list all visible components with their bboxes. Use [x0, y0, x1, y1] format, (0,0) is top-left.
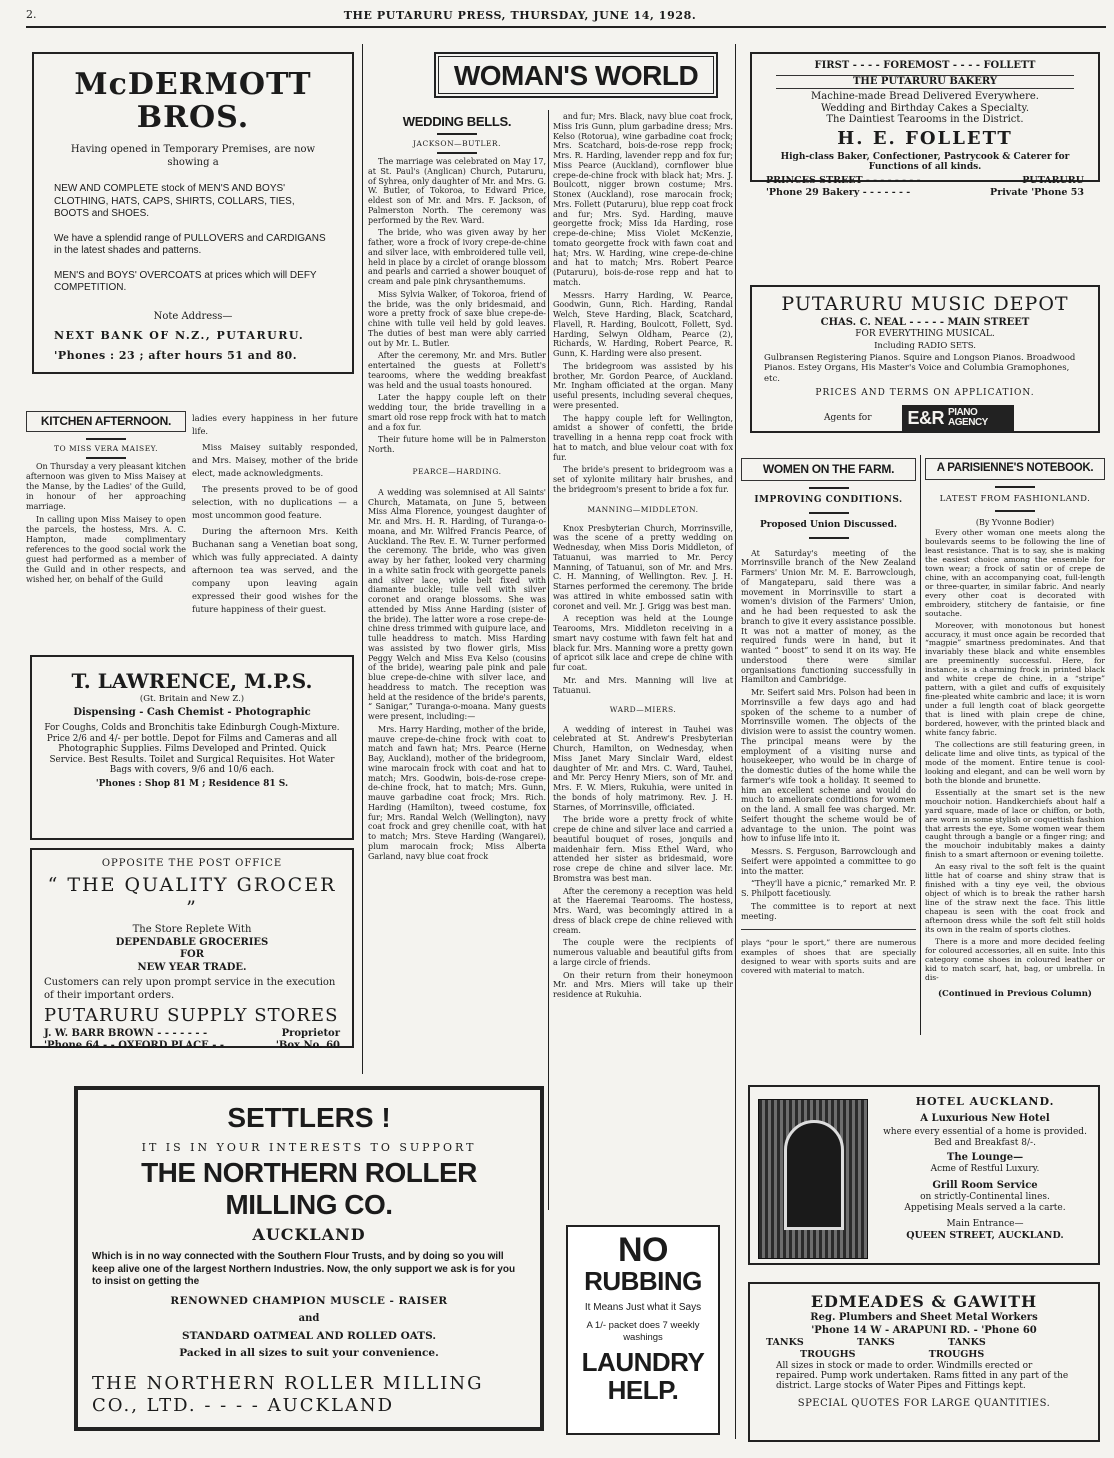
lawrence-phones: 'Phones : Shop 81 M ; Residence 81 S.	[95, 778, 289, 789]
music-agents-row	[764, 405, 1086, 432]
column-rule	[920, 455, 921, 1035]
mcdermott-note: Note Address—	[153, 310, 233, 322]
settlers-co2: MILLING CO.	[225, 1188, 393, 1220]
kitchen-sub: TO MISS VERA MAISEY.	[53, 444, 159, 453]
paragraph: A wedding was solemnised at All Saints' Church, Matamata, on June 5, between Miss Alma Florence, youngest daughter of Mr. and Mrs. H. R. Harding, of Turanga-o-moana, and Mr. Wilfred Francis Pearce, of Auckland. The Rev. E. W. Turner performed the ceremony. The bride, who was given away by her father, looked very charming in a white satin frock with georgette panels and silver lace, wide belt fixed with diamante buckle; tulle veil with silver coronet and orange blossoms. She was attended by Miss Anne Harding (sister of the bride). The latter wore a rose crepe-de-chine dress trimmed with guipure lace, and tulle headdress to match. Miss Harding was assisted by two flower girls, Miss Peggy Welch and Miss Eva Kelso (cousins of the bride), wearing pale pink and pale blue crepe-de-chine with silver lace, and headdress to match. The reception was held at the residence of the bride's parents, “ Sanigar,” Turanga-o-moana. Many guests were present, including:—	[368, 487, 546, 722]
hotel-l2: Acme of Restful Luxury.	[930, 1164, 1040, 1175]
kitchen-p6: During the afternoon Mrs. Keith Buchanan sang a Venetian boat song, which was fully appreciated. A dainty afternoon tea was served, and the company upon leaving again expressed their good wishes for the future happiness of their guest.	[192, 526, 358, 615]
wedding-sub1: JACKSON—BUTLER.	[413, 138, 501, 148]
edmeades-name: EDMEADES & GAWITH	[810, 1292, 1038, 1311]
wedding-c3	[553, 112, 733, 495]
hotel-name: HOTEL AUCKLAND.	[915, 1095, 1055, 1108]
settlers-footer1: THE NORTHERN ROLLER MILLING	[92, 1372, 484, 1394]
paragraph: At Saturday's meeting of the Morrinsville branch of the New Zealand Farmers' Union Mr. M. E. Barrowclough, of Mangateparu, said there was a movement in Morrinsville to start a women's division of the Farmers' Union, and he had been requested to ask the branch to give it every assistance possible. It was not a matter of money, as the required funds were in hand, but it wanted “ boost” to send it on its way. He understood there were similar organisations functioning successfully in Hamilton and Cambridge.	[741, 548, 916, 685]
bakery-owner: H. E. FOLLETT	[837, 127, 1013, 149]
paragraph: A wedding of interest in Tauhei was celebrated at St. Andrew's Presbyterian Church, Hamilton, on Wednesday, when Miss Janet Mary Sinclair Ward, eldest daughter of Mr. and Mrs. C. Ward, Tauhei, and Mr. Percy Henry Miers, son of Mr. and Mrs. F. W. Miers, Rukuhia, were united in the bonds of holy matrimony. Rev. J. H. Starnes, of Morrinsville, officiated.	[553, 724, 733, 812]
paragraph: The committee is to report at next meeting.	[741, 901, 916, 921]
mcdermott-ad	[32, 52, 354, 374]
paragraph: After the ceremony, Mr. and Mrs. Butler entertained the guests at Follett's tearooms, where the wedding breakfast was held and the usual toasts honoured.	[368, 351, 546, 390]
paragraph: The collections are still featuring green, in delicate lime and olive tints, as typical of the mode of the moment. Entire tenue is cool-looking and elegant, and can be well worn by both the blonde and brunette.	[925, 739, 1105, 785]
paragraph: Later the happy couple left on their wedding tour, the bride travelling in a smart old rose repp frock with hat to match and a fox fur.	[368, 393, 546, 432]
music-title: PUTARURU MUSIC DEPOT	[781, 293, 1069, 315]
edmeades-special: SPECIAL QUOTES FOR LARGE QUANTITIES.	[797, 1397, 1051, 1409]
bakery-name: THE PUTARURU BAKERY	[776, 75, 1074, 90]
settlers-body: Which is in no way connected with the Southern Flour Trusts, and by doing so you will keep alive one of the largest Northern Industries. Now, the only support we ask is for you to insist on getting the	[92, 1251, 516, 1288]
laundry-packet: A 1/- packet does 7 weekly washings	[586, 1320, 700, 1343]
separator	[809, 537, 849, 539]
bakery-first: FIRST - - - - FOREMOST - - - - FOLLETT	[814, 60, 1036, 71]
grocer-phone-row	[44, 1040, 340, 1053]
mcdermott-overcoats: MEN'S and BOYS' OVERCOATS at prices which will DEFY COMPETITION.	[54, 269, 317, 293]
paragraph: Messrs. S. Ferguson, Barrowclough and Seifert were appointed a committee to go into the matter.	[741, 847, 916, 876]
paragraph: The bride wore a pretty frock of white crepe de chine and silver lace and carried a beautiful bouquet of roses, jonquils and maidenhair fern. Miss Ethel Ward, who attended her sister as bridesmaid, wore rose crepe de chine and silver lace. Mr. Bromstra was best man.	[553, 815, 733, 883]
paragraph: Mr. and Mrs. Manning will live at Tatuanui.	[553, 675, 733, 695]
wedding-c3b	[553, 524, 733, 696]
separator	[86, 457, 126, 459]
bakery-l2: Wedding and Birthday Cakes a Specialty.	[820, 102, 1030, 114]
settlers-title: SETTLERS !	[227, 1102, 391, 1133]
separator	[809, 512, 849, 514]
laundry-help: HELP.	[607, 1375, 679, 1406]
divider	[741, 929, 916, 930]
bakery-street-row	[766, 175, 1084, 187]
hotel-addr: QUEEN STREET, AUCKLAND.	[906, 1229, 1064, 1241]
lawrence-ad	[30, 655, 354, 840]
grocer-ad	[30, 848, 354, 1051]
hotel-archway	[784, 1120, 844, 1230]
laundry-ad	[566, 1225, 720, 1435]
farm-sub2: Proposed Union Discussed.	[759, 519, 898, 530]
mcdermott-address: NEXT BANK OF N.Z., PUTARURU.	[54, 329, 305, 342]
paragraph: Mr. Seifert said Mrs. Polson had been in Morrinsville a few days ago and had spoken of the scheme to a number of Morrinsville women. The objects of the division were to assist the country women. The principal means were by the employment of a visiting nurse and housekeeper, who would be in charge of the domestic duties of the home while the farmer's wife took a holiday. It seemed to him an excellent scheme and would do much to ameliorate conditions for women on the land. A small fee was charged. Mr. Seifert thought the scheme would be of advantage to the union. The point was how to infuse life into it.	[741, 688, 916, 844]
paragraph: Every other woman one meets along the boulevards seems to be following the line of least resistance. That is to say, she is making the easiest choice among the ensemble for town wear; a frock of satin or of crepe de chine, with an accompanying coat, full-length or three-quarter, in similar fabric. And nearly every other coat is decorated with embroidery, stitchery de fantaisie, or fine soutache.	[925, 528, 1105, 618]
paragraph: The happy couple left for Wellington, amidst a shower of confetti, the bride travelling in a henna repp coat frock with hat to match, and blue velour coat with fox fur.	[553, 413, 733, 462]
lawrence-body: For Coughs, Colds and Bronchitis take Edinburgh Cough-Mixture. Price 2/6 and 4/- per bottle. Depot for Films and Cameras and all Photographic Supplies. Films Developed and Printed. Quick Service. Best Results. Toilet and Surgical Requisites. Hot Water Bags with covers, 9/6 and 10/6 each.	[44, 723, 340, 776]
settlers-packed: Packed in all sizes to suit your convenience.	[179, 1347, 439, 1360]
bakery-street: PRINCES STREET - - - - - - - -	[766, 174, 921, 186]
music-owner: CHAS. C. NEAL - - - - - MAIN STREET	[820, 316, 1030, 328]
parisienne-sub: LATEST FROM FASHIONLAND.	[939, 493, 1091, 504]
hotel-tag: A Luxurious New Hotel	[920, 1112, 1050, 1124]
separator	[437, 152, 477, 154]
grocer-box: 'Box No. 60	[275, 1040, 340, 1051]
wedding-c1	[368, 157, 546, 455]
edmeades-phone: 'Phone 14 W - ARAPUNI RD. - 'Phone 60	[811, 1324, 1037, 1336]
column-rule	[362, 44, 363, 1074]
kitchen-article-cont	[192, 412, 358, 622]
grocer-l3: FOR	[179, 949, 205, 960]
paragraph: After the ceremony a reception was held at the Haeremai Tearooms. The hostess, Mrs. Ward, was becomingly attired in a dress of black crepe de chine relieved with cream.	[553, 886, 733, 935]
parisienne-article	[925, 458, 1105, 1043]
hotel-l3: on strictly-Continental lines.	[920, 1192, 1050, 1203]
lawrence-line: Dispensing - Cash Chemist - Photographic	[73, 706, 311, 718]
edmeades-tanks: TANKS TANKS TANKS	[766, 1337, 986, 1348]
paragraph: The bridegroom was assisted by his brother, Mr. Gordon Pearce, of Auckland. Mr. Ingham officiated at the organ. Many useful presents, including several cheques, were presented.	[553, 361, 733, 410]
grocer-prop: Proprietor	[281, 1027, 340, 1039]
womans-world-title: WOMAN'S WORLD	[438, 56, 714, 94]
paragraph: The marriage was celebrated on May 17, at St. Paul's (Anglican) Church, Putaruru, of Syhrea, only daughter of Mr. and Mrs. G. W. Butler, of Tokoroa, to Edward Price, eldest son of Mr. and Mrs. F. Jackson, of Palmerston North. The ceremony was performed by the Rev. Ward.	[368, 157, 546, 225]
grocer-prop-name: J. W. BARR BROWN - - - - - - -	[44, 1027, 208, 1039]
bakery-phone-r: Private 'Phone 53	[990, 186, 1084, 198]
bakery-phone-l: 'Phone 29 Bakery - - - - - - -	[766, 186, 911, 198]
farm-tail: plays “pour le sport,” there are numerous examples of shoes that are specially designed to wear with sports suits and are covered with material to match.	[741, 938, 916, 976]
settlers-footer2: CO., LTD. - - - - AUCKLAND	[92, 1395, 395, 1416]
kitchen-p5: The presents proved to be of good selection, with no duplications — a most uncommon good feature.	[192, 484, 358, 521]
separator	[437, 133, 477, 135]
womans-world-banner	[434, 52, 718, 98]
paragraph: An easy rival to the soft felt is the quaint little hat of coarse and shiny straw that is finished with a tiny eye veil, the obvious object of which is to break the rather harsh line of the straw next the face. This little chapeau is seen with the coat frock and afternoon dress while the soft felt still holds its own in the realm of sports clothes.	[925, 862, 1105, 934]
page-number: 2.	[26, 8, 37, 21]
music-incl: Including RADIO SETS.	[874, 340, 976, 351]
logo-er: E&R	[907, 407, 945, 428]
grocer-top: OPPOSITE THE POST OFFICE	[101, 858, 283, 869]
separator	[809, 487, 849, 489]
kitchen-heading: KITCHEN AFTERNOON.	[26, 411, 186, 432]
paragraph: Messrs. Harry Harding, W. Pearce, Goodwin, Gunn, Rich. Harding, Randal Welch, Steve Harding, Black, Scatchard, Flavell, R. Harding, Boulcott, Follett, Syd. Harding, Selwyn Oldham, Pearce (2), Richards, W. Harding, Robert Pearce, R. Gunn, K. Harding were also present.	[553, 290, 733, 358]
column-rule	[735, 44, 736, 1439]
music-ad	[750, 285, 1100, 433]
bakery-l1: Machine-made Bread Delivered Everywhere.	[811, 91, 1039, 102]
masthead-rule	[26, 26, 1106, 28]
hotel-l4: Appetising Meals served a la carte.	[904, 1203, 1066, 1214]
edmeades-troughs: TROUGHS TROUGHS	[800, 1348, 985, 1360]
wedding-c3c	[553, 725, 733, 1000]
farm-body	[741, 549, 916, 922]
parisienne-body	[925, 529, 1105, 983]
bakery-l3: The Daintiest Tearooms in the District.	[826, 114, 1024, 125]
lawrence-name: T. LAWRENCE, M.P.S.	[71, 669, 313, 693]
laundry-rubbing: RUBBING	[584, 1266, 702, 1296]
settlers-co1: THE NORTHERN ROLLER	[141, 1156, 477, 1188]
hotel-l1: where every essential of a home is provided. Bed and Breakfast 8/-.	[883, 1127, 1087, 1148]
bakery-ad	[750, 52, 1100, 198]
grocer-phone: 'Phone 64 - - OXFORD PLACE - -	[44, 1040, 225, 1051]
farm-sub1: IMPROVING CONDITIONS.	[754, 494, 903, 505]
wedding-sub3: MANNING—MIDDLETON.	[587, 504, 699, 514]
hotel-interior-image	[758, 1099, 868, 1259]
bakery-town: PUTARURU	[1022, 174, 1084, 186]
settlers-city: AUCKLAND	[252, 1225, 366, 1245]
parisienne-cont: (Continued in Previous Column)	[938, 988, 1092, 999]
mcdermott-phones: 'Phones : 23 ; after hours 51 and 80.	[54, 348, 298, 362]
masthead-title: THE PUTARURU PRESS, THURSDAY, JUNE 14, 1928.	[343, 9, 697, 22]
piano-agency-logo	[902, 405, 1015, 432]
hotel-grill: Grill Room Service	[932, 1179, 1038, 1191]
paragraph: and fur; Mrs. Black, navy blue coat frock, Miss Iris Gunn, plum garbadine dress; Mrs. Kelso (Rotorua), wine garbadine coat frock; Mrs. Scatchard, bois-de-rose repp frock; Mrs. R. Harding, lavender repp and fox fur; Miss Pearce (Auckland), cornflower blue crepe-de-chine frock with black hat; Mrs. J. Boulcott, nigger brown costume; Mrs. Stonex (Auckland), rose marocain frock; Mrs. Follett (Putaruru), blue repp coat frock and fur; Mrs. Syd. Harding, mauve georgette frock; Miss Ida Harding, rose crepe-de-chine; Miss Violet McKenzie, tomato georgette frock with fawn coat and hat; Mrs. W. Harding, wine crepe-de-chine and hat to match; Mrs. Robert Pearce (Putaruru), bois-de-rose repp and hat to match.	[553, 112, 733, 287]
laundry-means: It Means Just what it Says	[584, 1301, 702, 1313]
grocer-l4: NEW YEAR TRADE.	[137, 961, 247, 973]
paragraph: The couple were the recipients of numerous valuable and beautiful gifts from a large circle of friends.	[553, 938, 733, 967]
kitchen-article	[26, 405, 186, 635]
kitchen-p3: ladies every happiness in her future life.	[192, 413, 358, 437]
wedding-sub4: WARD—MIERS.	[609, 705, 677, 715]
wedding-heading: WEDDING BELLS.	[402, 114, 512, 129]
paragraph: Moreover, with monotonous but honest accuracy, it must once again be recorded that “magpie” smartness predominates. And that invariably these black and white ensembles are preeminently successful. Here, for instance, is a charming frock in printed black and white crepe de chine, in a “stripe” pattern, with a gilet and cuffs of exquisitely fine-pleated white cambric and lace; it is worn under a full length coat of black georgette that is lined with plain crepe de chine, bordered, however, with the printed black and white fancy fabric.	[925, 620, 1105, 737]
grocer-l2: DEPENDABLE GROCERIES	[115, 936, 269, 948]
parisienne-heading: A PARISIENNE'S NOTEBOOK.	[925, 458, 1105, 480]
kitchen-p4: Miss Maisey suitably responded, and Mrs. Maisey, mother of the bride elect, made acknowledgments.	[192, 442, 358, 479]
paragraph: “They'll have a picnic,” remarked Mr. P. S. Philpott facetiously.	[741, 879, 916, 899]
mcdermott-stock: NEW AND COMPLETE stock of MEN'S AND BOYS' CLOTHING, HATS, CAPS, SHIRTS, COLLARS, TIES, BOOTS and SHOES.	[54, 183, 295, 219]
wedding-column-2	[553, 112, 733, 1222]
grocer-proprietor-row	[44, 1028, 340, 1041]
paragraph: The bride, who was given away by her father, wore a frock of ivory crepe-de-chine and silver lace, with embroidered tulle veil, held in place by a circlet of orange blossom and pearls and carried a shower bouquet of cream and pale pink chrysanthemums.	[368, 228, 546, 286]
grocer-l1: The Store Replete With	[132, 924, 252, 935]
farm-article	[741, 458, 916, 1014]
music-prices: PRICES AND TERMS ON APPLICATION.	[815, 387, 1035, 398]
paragraph: Their future home will be in Palmerston North.	[368, 435, 546, 454]
mcdermott-name: McDERMOTT BROS.	[74, 67, 312, 135]
paragraph: Miss Sylvia Walker, of Tokoroa, friend of the bride, was the only bridesmaid, and wore a pretty frock of saxe blue crepe-de-chine with tulle veil held by gold leaves. The duties of best man were ably carried out by Mr. L. Butler.	[368, 289, 546, 348]
paragraph: The bride's present to bridegroom was a set of xylonite military hair brushes, and the bridegroom's present to bride a fox fur.	[553, 465, 733, 494]
settlers-product2: STANDARD OATMEAL AND ROLLED OATS.	[182, 1330, 436, 1343]
laundry-laundry: LAUNDRY	[581, 1346, 705, 1377]
music-body: Gulbransen Registering Pianos. Squire and Longson Pianos. Broadwood Pianos. Estey Organs, His Master's Voice and Columbia Gramophones, etc.	[764, 353, 1076, 384]
edmeades-trade: Reg. Plumbers and Sheet Metal Workers	[810, 1312, 1038, 1323]
kitchen-p1: On Thursday a very pleasant kitchen afternoon was given to Miss Maisey at the Manse, by the Ladies' of the Guild, in honour of her approaching marriage.	[26, 462, 186, 512]
music-agents: Agents for	[824, 412, 872, 423]
parisienne-by: (By Yvonne Bodier)	[975, 517, 1055, 527]
separator	[995, 486, 1035, 488]
paragraph: Essentially at the smart set is the new mouchoir notion. Handkerchiefs about half a yard square, made of lace or chiffon, or both, are worn in some stylish or coquettish fashion that arrests the eye. Some women wear them caught through a bangle or a finger ring; and the mouchoir indubitably makes a dainty finish to a smart afternoon or evening toilette.	[925, 787, 1105, 860]
mcdermott-range: We have a splendid range of PULLOVERS and CARDIGANS in the latest shades and patterns.	[54, 232, 326, 256]
mcdermott-intro: Having opened in Temporary Premises, are now showing a	[70, 144, 316, 168]
bakery-phone-row	[766, 187, 1084, 199]
hotel-text	[875, 1095, 1095, 1242]
paragraph: On their return from their honeymoon Mr. and Mrs. Miers will take up their residence at Rukuhia.	[553, 970, 733, 1000]
logo-piano: PIANO AGENCY	[948, 407, 988, 429]
hotel-lounge: The Lounge—	[946, 1151, 1024, 1163]
hotel-ad	[748, 1085, 1100, 1265]
separator	[86, 438, 126, 440]
paragraph: Knox Presbyterian Church, Morrinsville, was the scene of a pretty wedding on Wednesday, when Miss Doris Middleton, of Tatuanui, was married to Mr. Percy Manning, of Tatuanui, son of Mr. and Mrs. C. H. Manning, of Wellington. Rev. J. H. Starnes performed the ceremony. The bride was attired in white embossed satin with coronet and veil. Mr. J. Grigg was best man.	[553, 523, 733, 611]
laundry-no: NO	[618, 1231, 668, 1269]
edmeades-ad	[748, 1282, 1100, 1442]
grocer-name: PUTARURU SUPPLY STORES	[44, 1005, 339, 1026]
edmeades-body: All sizes in stock or made to order. Windmills erected or repaired. Pump work undertaken. Rams fitted in any part of the district. Large stocks of Water Pipes and Fittings kept.	[776, 1360, 1069, 1392]
hotel-entr: Main Entrance—	[946, 1218, 1024, 1229]
grocer-body: Customers can rely upon prompt service in the execution of their important orders.	[44, 977, 336, 1001]
lawrence-sub: (Gt. Britain and New Z.)	[139, 694, 245, 704]
wedding-c2	[368, 488, 546, 862]
settlers-and: and	[298, 1312, 320, 1324]
farm-heading: WOMEN ON THE FARM.	[741, 458, 916, 481]
settlers-product1: RENOWNED CHAMPION MUSCLE - RAISER	[170, 1294, 448, 1307]
column-rule	[548, 110, 549, 1210]
wedding-sub2: PEARCE—HARDING.	[412, 466, 502, 476]
paragraph: Mrs. Harry Harding, mother of the bride, mauve crepe-de-chine frock with coat to match and fawn hat; Mrs. Pearce (Herne Bay, Auckland), mother of the bridegroom, wine marocain frock with coat and hat to match; Mrs. Goodwin, bois-de-rose crepe-de-chine frock, hat to match; Mrs. Gunn, mauve garbadine coat frock; Mrs. Rich. Harding (Hamilton), tweed costume, fox fur; Mrs. Randal Welch (Wellington), navy coat frock and grey chenille coat, with hat to match; Mrs. Steve Harding (Wangarei), plum marocain frock; Miss Alberta Garland, navy blue coat frock	[368, 724, 547, 861]
grocer-title: “ THE QUALITY GROCER ”	[47, 873, 337, 920]
music-for: FOR EVERYTHING MUSICAL.	[855, 329, 995, 340]
paragraph: There is a more and more decided feeling for coloured accessories, all en suite. Into this category come shoes in coloured leather or kid to match scarf, hat, bag, or umbrella. In dis-	[925, 936, 1105, 982]
kitchen-p2: In calling upon Miss Maisey to open the parcels, the hostess, Mrs. A. C. Hampton, made complimentary references to the good social work the guest had performed as a member of the Guild and in other respects, and wished her, on behalf of the Guild	[26, 515, 186, 585]
wedding-column-1	[368, 112, 546, 1192]
settlers-interest: IT IS IN YOUR INTERESTS TO SUPPORT	[141, 1141, 477, 1154]
separator	[995, 510, 1035, 512]
paragraph: A reception was held at the Lounge Tearooms, Mrs. Middleton receiving in a smart navy costume with fawn felt hat and black fur. Mrs. Manning wore a pretty gown of apricot silk lace and crepe de chine with fur coat.	[553, 614, 733, 673]
bakery-trade: High-class Baker, Confectioner, Pastrycook & Caterer for Functions of all kinds.	[780, 152, 1070, 173]
